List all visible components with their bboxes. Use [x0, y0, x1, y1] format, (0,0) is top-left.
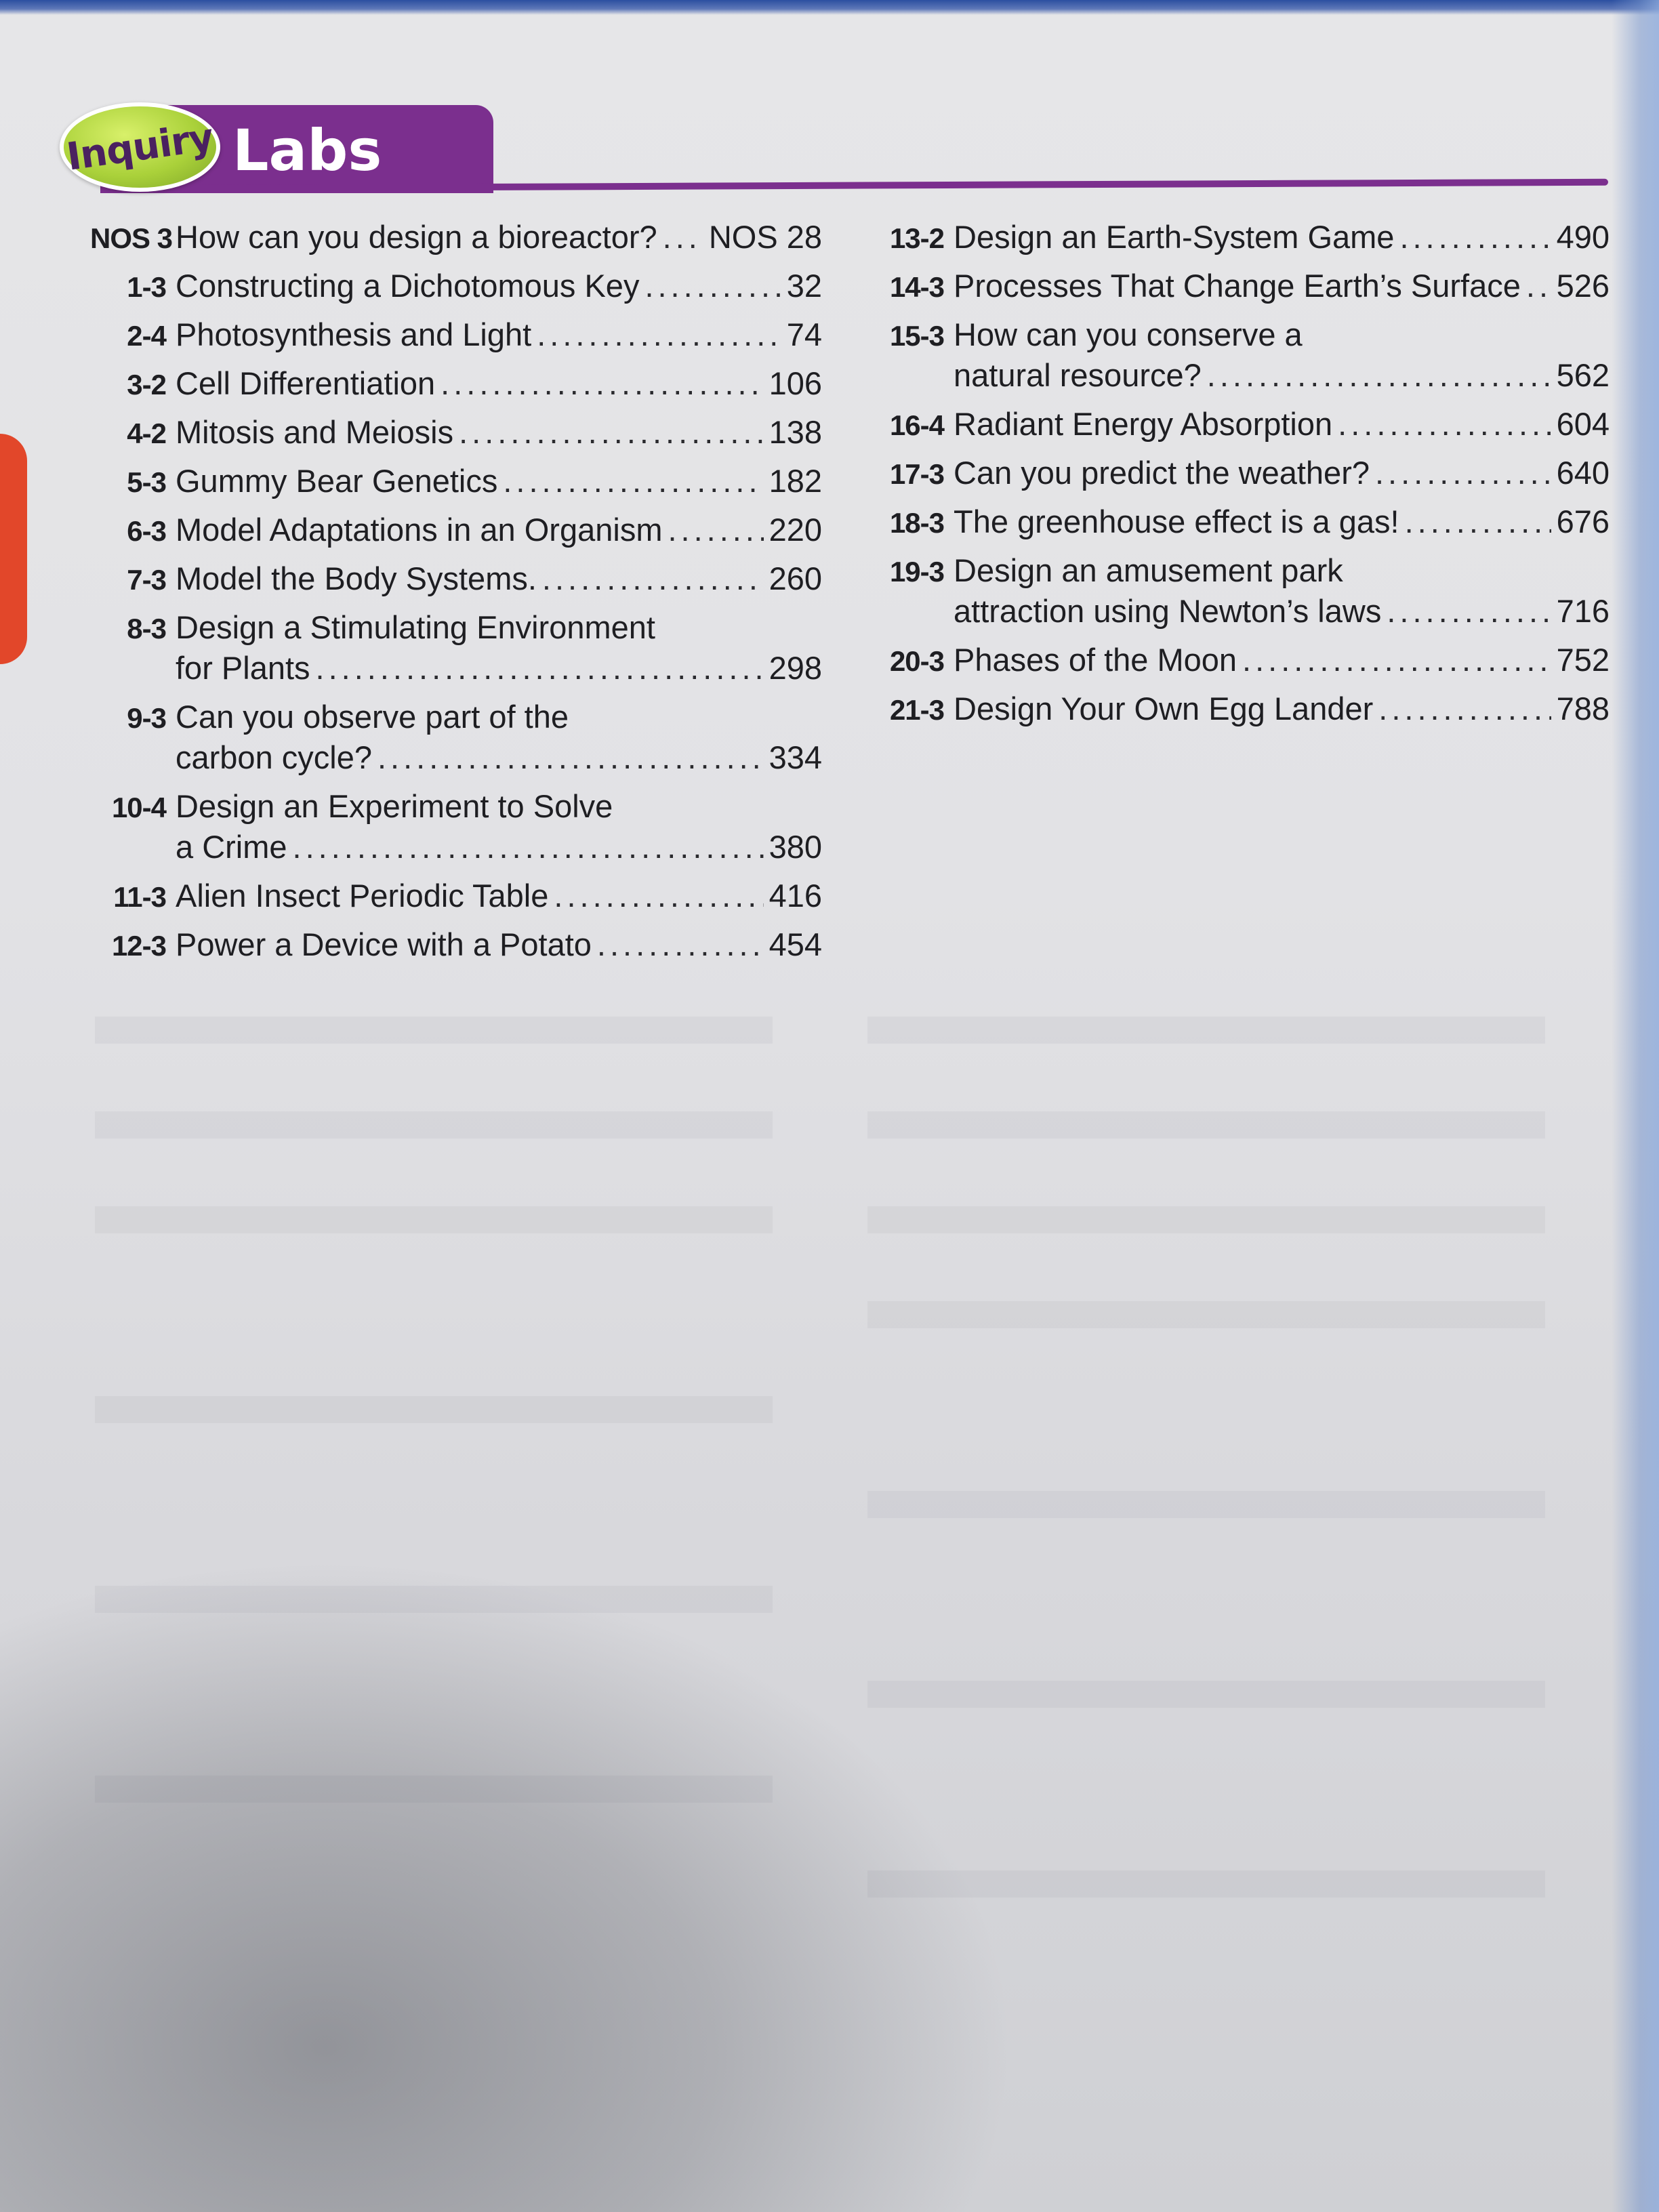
hand-shadow [0, 1559, 1017, 2212]
page-top-edge [0, 0, 1659, 15]
page-number: 716 [1556, 593, 1610, 629]
toc-entry-line [864, 641, 1610, 682]
lab-title: Design an amusement park [954, 552, 1343, 588]
lab-number: 19-3 [889, 556, 944, 588]
dot-leader [503, 462, 763, 499]
dot-leader [1405, 503, 1551, 540]
toc-entry-line [90, 511, 822, 552]
page-number: 138 [769, 414, 822, 450]
lab-title: Alien Insect Periodic Table [176, 878, 549, 914]
toc-entry[interactable] [90, 365, 822, 405]
toc-entry[interactable] [864, 690, 1610, 731]
toc-entry-line [90, 365, 822, 405]
toc-entry-line [90, 413, 822, 454]
lab-number: 2-4 [127, 320, 166, 352]
lab-number: 13-2 [889, 222, 944, 254]
dot-leader [537, 316, 781, 353]
page-number: 454 [769, 926, 822, 962]
lab-number: 8-3 [127, 613, 166, 644]
toc-entry[interactable] [90, 787, 822, 869]
dot-leader [1378, 690, 1551, 727]
bleed-through-line [867, 1206, 1545, 1233]
lab-number: 5-3 [127, 466, 166, 498]
lab-title: Model Adaptations in an Organism [176, 512, 663, 548]
toc-entry-line [864, 690, 1610, 731]
lab-number: 17-3 [889, 458, 944, 490]
toc-entry[interactable] [90, 926, 822, 966]
lab-title: natural resource? [954, 357, 1202, 393]
lab-number: 6-3 [127, 515, 166, 547]
inquiry-badge [60, 102, 220, 192]
page-number: 562 [1556, 357, 1610, 393]
toc-entry-line [90, 698, 822, 739]
lab-number: 20-3 [889, 645, 944, 677]
lab-number: 12-3 [111, 930, 166, 962]
bleed-through-line [867, 1301, 1545, 1328]
dot-leader [1338, 405, 1551, 443]
dot-leader [441, 365, 763, 402]
page-number: 604 [1556, 406, 1610, 442]
dot-leader [644, 267, 781, 304]
labs-list-left [90, 218, 822, 975]
page-number: 74 [786, 316, 822, 352]
dot-leader [1242, 641, 1551, 678]
page-number: 298 [769, 650, 822, 686]
lab-title: Radiant Energy Absorption [954, 406, 1333, 442]
lab-title: Mitosis and Meiosis [176, 414, 454, 450]
page-number: NOS 28 [708, 219, 822, 255]
lab-title: Design an Experiment to Solve [176, 788, 613, 824]
toc-entry-line [864, 218, 1610, 259]
lab-title: carbon cycle? [176, 739, 372, 775]
toc-entry[interactable] [90, 511, 822, 552]
lab-title: Cell Differentiation [176, 365, 436, 401]
lab-number: 18-3 [889, 507, 944, 539]
lab-title: Design an Earth-System Game [954, 219, 1395, 255]
red-edge-tab [0, 434, 27, 664]
lab-number: 14-3 [889, 271, 944, 303]
inquiry-badge-label: Inquiry [64, 115, 216, 180]
toc-entry-line [90, 218, 822, 259]
toc-entry[interactable] [864, 405, 1610, 446]
toc-entry-line [90, 828, 822, 869]
toc-entry-line [90, 267, 822, 308]
lab-title: Photosynthesis and Light [176, 316, 532, 352]
dot-leader [1207, 356, 1551, 394]
toc-entry[interactable] [90, 218, 822, 259]
dot-leader [554, 877, 763, 914]
lab-number: NOS 3 [90, 222, 173, 254]
toc-entry[interactable] [864, 552, 1610, 633]
page-number: 220 [769, 512, 822, 548]
page-number: 260 [769, 560, 822, 596]
lab-number: 9-3 [127, 702, 166, 734]
toc-entry[interactable] [864, 454, 1610, 495]
toc-entry-line [90, 926, 822, 966]
lab-title: Phases of the Moon [954, 642, 1237, 678]
lab-title: Design Your Own Egg Lander [954, 691, 1374, 726]
toc-entry[interactable] [90, 609, 822, 690]
toc-entry-line [864, 552, 1610, 592]
page-number: 676 [1556, 504, 1610, 539]
dot-leader [597, 926, 764, 963]
toc-entry-line [90, 609, 822, 649]
bleed-through-line [95, 1206, 773, 1233]
lab-number: 1-3 [127, 271, 166, 303]
page-number: 32 [786, 268, 822, 304]
dot-leader [459, 413, 763, 451]
lab-number: 11-3 [113, 881, 166, 913]
lab-number: 15-3 [889, 320, 944, 352]
bleed-through-line [867, 1491, 1545, 1518]
toc-entry[interactable] [90, 316, 822, 356]
bleed-through-line [867, 1017, 1545, 1044]
page-number: 334 [769, 739, 822, 775]
dot-leader [1375, 454, 1551, 491]
dot-leader [542, 560, 764, 597]
dot-leader [1399, 218, 1551, 255]
toc-entry[interactable] [90, 877, 822, 918]
section-header [60, 98, 1605, 200]
dot-leader [1526, 267, 1551, 304]
page-number: 640 [1556, 455, 1610, 491]
lab-title: Design a Stimulating Environment [176, 609, 655, 645]
lab-title: How can you design a bioreactor? [176, 219, 657, 255]
toc-entry[interactable] [864, 316, 1610, 397]
lab-title: Can you predict the weather? [954, 455, 1370, 491]
toc-entry[interactable] [90, 560, 822, 600]
toc-entry-line [90, 787, 822, 828]
toc-entry-line [90, 316, 822, 356]
toc-entry-line [864, 356, 1610, 397]
toc-entry-line [864, 405, 1610, 446]
lab-title: for Plants [176, 650, 310, 686]
page-number: 526 [1556, 268, 1610, 304]
lab-number: 21-3 [889, 694, 944, 726]
toc-entry[interactable] [864, 218, 1610, 259]
lab-title: The greenhouse effect is a gas! [954, 504, 1399, 539]
lab-title: Can you observe part of the [176, 699, 569, 735]
bleed-through-line [95, 1396, 773, 1423]
bleed-through-line [95, 1017, 773, 1044]
toc-entry-line [864, 503, 1610, 544]
page-right-edge [1612, 0, 1659, 2212]
page-number: 106 [769, 365, 822, 401]
page-number: 380 [769, 829, 822, 865]
section-title: Labs [232, 117, 382, 184]
dot-leader [668, 511, 763, 548]
toc-entry[interactable] [90, 462, 822, 503]
page-number: 752 [1556, 642, 1610, 678]
lab-number: 16-4 [889, 409, 944, 441]
toc-entry[interactable] [864, 503, 1610, 544]
dot-leader [316, 649, 764, 687]
labs-list-right [864, 218, 1610, 739]
toc-entry-line [90, 739, 822, 779]
toc-entry-line [864, 316, 1610, 356]
dot-leader [663, 218, 703, 255]
lab-title: Gummy Bear Genetics [176, 463, 498, 499]
lab-title: Model the Body Systems. [176, 560, 537, 596]
dot-leader [1387, 592, 1551, 630]
lab-number: 7-3 [127, 564, 166, 596]
lab-title: Constructing a Dichotomous Key [176, 268, 640, 304]
page-number: 788 [1556, 691, 1610, 726]
dot-leader [377, 739, 764, 776]
lab-title: How can you conserve a [954, 316, 1303, 352]
lab-title: attraction using Newton’s laws [954, 593, 1382, 629]
bleed-through-line [95, 1111, 773, 1139]
dot-leader [293, 828, 764, 865]
toc-entry[interactable] [90, 698, 822, 779]
page-number: 416 [769, 878, 822, 914]
lab-title: a Crime [176, 829, 287, 865]
toc-entry[interactable] [864, 641, 1610, 682]
lab-number: 4-2 [127, 417, 166, 449]
toc-entry-line [864, 454, 1610, 495]
lab-number: 3-2 [127, 369, 166, 401]
toc-entry-line [90, 649, 822, 690]
lab-title: Processes That Change Earth’s Surface [954, 268, 1521, 304]
bleed-through-line [867, 1111, 1545, 1139]
page-number: 490 [1556, 219, 1610, 255]
toc-entry-line [90, 560, 822, 600]
toc-entry[interactable] [90, 413, 822, 454]
toc-entry-line [90, 877, 822, 918]
toc-entry-line [90, 462, 822, 503]
toc-entry[interactable] [864, 267, 1610, 308]
page-number: 182 [769, 463, 822, 499]
toc-entry-line [864, 267, 1610, 308]
toc-entry[interactable] [90, 267, 822, 308]
toc-entry-line [864, 592, 1610, 633]
lab-number: 10-4 [111, 792, 166, 823]
lab-title: Power a Device with a Potato [176, 926, 592, 962]
